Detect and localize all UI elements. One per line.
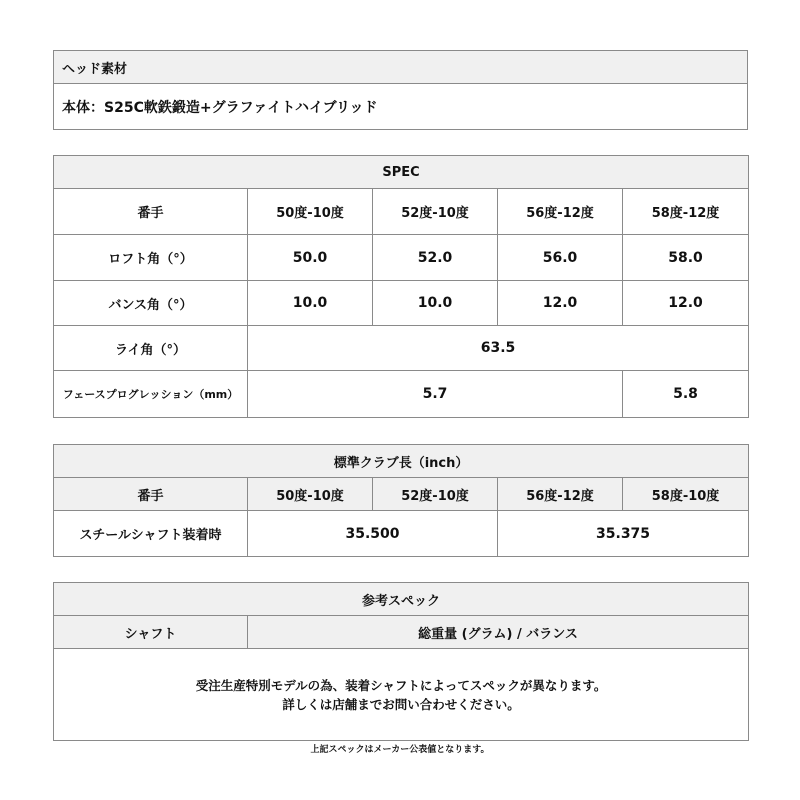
- bounce-value: 10.0: [373, 281, 498, 326]
- club-length-model: 56度-12度: [498, 478, 623, 511]
- reference-spec-title: 参考スペック: [54, 583, 749, 616]
- club-length-title: 標準クラブ長（inch）: [54, 445, 749, 478]
- reference-note-line1: 受注生産特別モデルの為、装着シャフトによってスペックが異なります。: [195, 677, 607, 693]
- bounce-value: 12.0: [623, 281, 749, 326]
- head-material-table: [53, 50, 748, 130]
- face-progression-value: 5.7: [248, 371, 623, 418]
- loft-label: ロフト角（°）: [54, 235, 248, 281]
- club-length-table: [53, 444, 749, 557]
- head-material-value: 本体：S25C軟鉄鍛造+グラファイトハイブリッド: [54, 84, 748, 130]
- face-progression-value: 5.8: [623, 371, 749, 418]
- shaft-label: シャフト: [54, 616, 248, 649]
- steel-shaft-label: スチールシャフト装着時: [54, 511, 248, 557]
- reference-note: [54, 649, 749, 741]
- spec-title: SPEC: [54, 156, 749, 189]
- spec-model: 50度-10度: [248, 189, 373, 235]
- head-material-title: ヘッド素材: [54, 51, 748, 84]
- club-length-model: 58度-10度: [623, 478, 749, 511]
- footnote: 上記スペックはメーカー公表値となります。: [310, 745, 490, 755]
- lie-label: ライ角（°）: [54, 326, 248, 371]
- spec-header-label: 番手: [54, 189, 248, 235]
- club-length-model: 50度-10度: [248, 478, 373, 511]
- lie-value: 63.5: [248, 326, 749, 371]
- steel-shaft-length: 35.375: [498, 511, 749, 557]
- spec-table: [53, 155, 749, 418]
- reference-spec-table: [53, 582, 749, 741]
- spec-model: 58度-12度: [623, 189, 749, 235]
- face-progression-label: フェースプログレッション（mm）: [54, 371, 248, 418]
- bounce-value: 12.0: [498, 281, 623, 326]
- spec-model: 52度-10度: [373, 189, 498, 235]
- club-length-model: 52度-10度: [373, 478, 498, 511]
- steel-shaft-length: 35.500: [248, 511, 498, 557]
- spec-model: 56度-12度: [498, 189, 623, 235]
- loft-value: 56.0: [498, 235, 623, 281]
- bounce-label: バンス角（°）: [54, 281, 248, 326]
- reference-note-line2: 詳しくは店舗までお問い合わせください。: [282, 696, 520, 712]
- club-length-header-label: 番手: [54, 478, 248, 511]
- weight-balance-label: 総重量 (グラム) / バランス: [248, 616, 749, 649]
- loft-value: 52.0: [373, 235, 498, 281]
- bounce-value: 10.0: [248, 281, 373, 326]
- loft-value: 50.0: [248, 235, 373, 281]
- loft-value: 58.0: [623, 235, 749, 281]
